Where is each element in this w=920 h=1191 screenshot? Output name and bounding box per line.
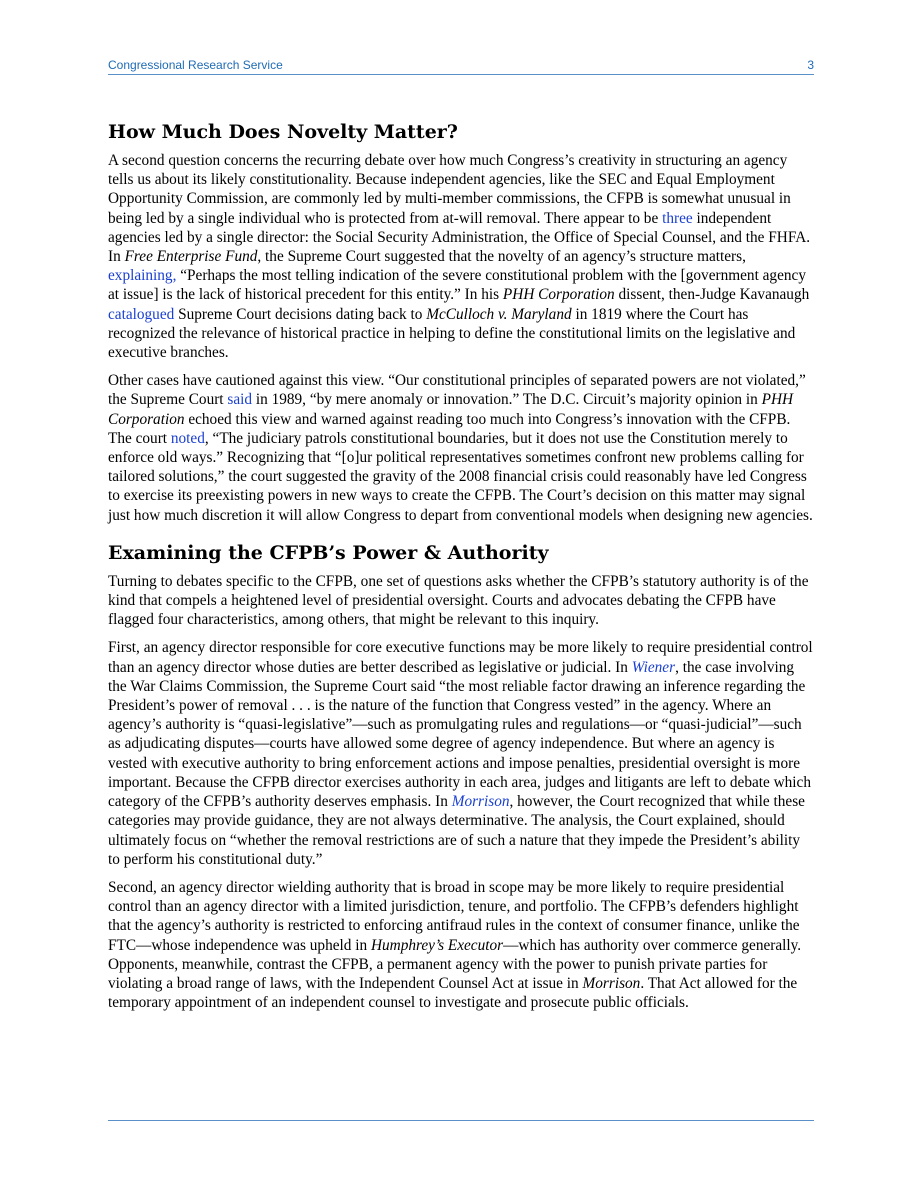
case-name: McCulloch v. Maryland	[426, 305, 572, 323]
text-run: First, an agency director responsible for core executive functions may be more likely to require presidential control than an agency director whose duties are better described as legislative or judicial. In	[108, 639, 813, 676]
link-three[interactable]: three	[662, 209, 693, 227]
header-org-name: Congressional Research Service	[108, 58, 283, 72]
link-morrison[interactable]: Morrison	[451, 793, 510, 811]
text-run: Second, an agency director wielding authority that is broad in scope may be more likely to require presidential control than an agency director with a limited jurisdiction, tenure, and portfolio. The CFPB’s defenders highlight that the agency’s authority is restricted to enforcing antifraud rules in the context of consumer finance, unlike the FTC—whose independence was upheld in	[108, 878, 800, 954]
link-catalogued[interactable]: catalogued	[108, 305, 175, 323]
section-heading-novelty: How Much Does Novelty Matter?	[108, 121, 458, 143]
case-name: PHH Corporation	[502, 286, 615, 304]
document-body	[108, 120, 814, 1021]
text-run: independent agencies led by a single director: the Social Security Administration, the Office of Special Counsel, and the FHFA. In	[108, 209, 811, 266]
text-run: , however, the Court recognized that while these categories may provide guidance, they are not always determinative. The analysis, the Court explained, should ultimately focus on “whether the removal restrictions are of such a nature that they impede the President’s ability to perform his constitutional duty.”	[108, 793, 805, 868]
text-run: Other cases have cautioned against this view. “Our constitutional principles of separated powers are not violated,” the Supreme Court	[108, 372, 806, 409]
link-wiener[interactable]: Wiener	[631, 658, 676, 676]
text-run: “Perhaps the most telling indication of the severe constitutional problem with the [government agency at issue] is the lack of historical precedent for this entity.” In his	[108, 267, 806, 304]
text-run: in 1989, “by mere anomaly or innovation.” The D.C. Circuit’s majority opinion in	[252, 391, 762, 409]
text-run: , the Supreme Court suggested that the novelty of an agency’s structure matters,	[257, 248, 746, 266]
text-run: echoed this view and warned against reading too much into Congress’s innovation with the CFPB. The court	[108, 410, 791, 447]
link-explaining[interactable]: explaining,	[108, 267, 177, 285]
text-run: Supreme Court decisions dating back to	[174, 305, 427, 323]
paragraph	[108, 371, 814, 525]
case-name: Free Enterprise Fund	[124, 248, 258, 266]
text-run: A second question concerns the recurring debate over how much Congress’s creativity in structuring an agency tells us about its likely constitutionality. Because independent agencies, like the SEC and Equal Employment Opportunity Commission, are commonly led by multi-member commissions, the CFPB is somewhat unusual in being led by a single individual who is protected from at-will removal. There appear to be	[108, 152, 791, 227]
footer-divider	[108, 1120, 814, 1121]
case-name: PHH Corporation	[108, 391, 794, 428]
header-divider	[108, 74, 814, 75]
text-run: , “The judiciary patrols constitutional boundaries, but it does not use the Constitution merely to enforce old ways.” Recognizing that “[o]ur political representatives sometimes confront new problems calling for tailored solutions,” the court suggested the gravity of the 2008 financial crisis could reasonably have led Congress to exercise its preexisting powers in new ways to create the CFPB. The Court’s decision on this matter may signal just how much discretion it will allow Congress to depart from conventional models when designing new agencies.	[108, 429, 813, 524]
paragraph	[108, 878, 814, 1012]
section-heading-power: Examining the CFPB’s Power & Authority	[108, 541, 549, 564]
page-number: 3	[807, 58, 814, 72]
text-run: , the case involving the War Claims Commission, the Supreme Court said “the most reliable factor drawing an inference regarding the President’s power of removal . . . is the nature of the function that Congress vested” in the agency. Where an agency’s authority is “quasi-legislative”—such as promulgating rules and regulations—or “quasi-judicial”—such as adjudicating disputes—courts have allowed some degree of agency independence. But where an agency is vested with executive authority to bring enforcement actions and impose penalties, presidential oversight is more important. Because the CFPB director exercises authority in each area, judges and litigants are left to debate which category of the CFPB’s authority deserves emphasis. In	[108, 658, 811, 811]
link-said[interactable]: said	[227, 391, 253, 409]
text-run: . That Act allowed for the temporary appointment of an independent counsel to investigate and prosecute public officials.	[108, 974, 798, 1012]
case-name: Morrison	[582, 974, 641, 992]
text-run: in 1819 where the Court has recognized the relevance of historical practice in helping to define the constitutional limits on the legislative and executive branches.	[108, 305, 796, 362]
text-run: —which has authority over commerce generally. Opponents, meanwhile, contrast the CFPB, a permanent agency with the power to punish private parties for violating a broad range of laws, with the Independent Counsel Act at issue in	[108, 936, 802, 992]
paragraph	[108, 151, 814, 362]
page-header	[108, 58, 814, 74]
text-run: dissent, then-Judge Kavanaugh	[614, 286, 810, 304]
paragraph	[108, 638, 814, 868]
case-name: Humphrey’s Executor	[370, 936, 504, 954]
paragraph: Turning to debates specific to the CFPB, one set of questions asks whether the CFPB’s statutory authority is of the kind that compels a heightened level of presidential oversight. Courts and advocates debating the CFPB have flagged four characteristics, among others, that might be relevant to this inquiry.	[108, 572, 809, 629]
link-noted[interactable]: noted	[170, 429, 205, 447]
